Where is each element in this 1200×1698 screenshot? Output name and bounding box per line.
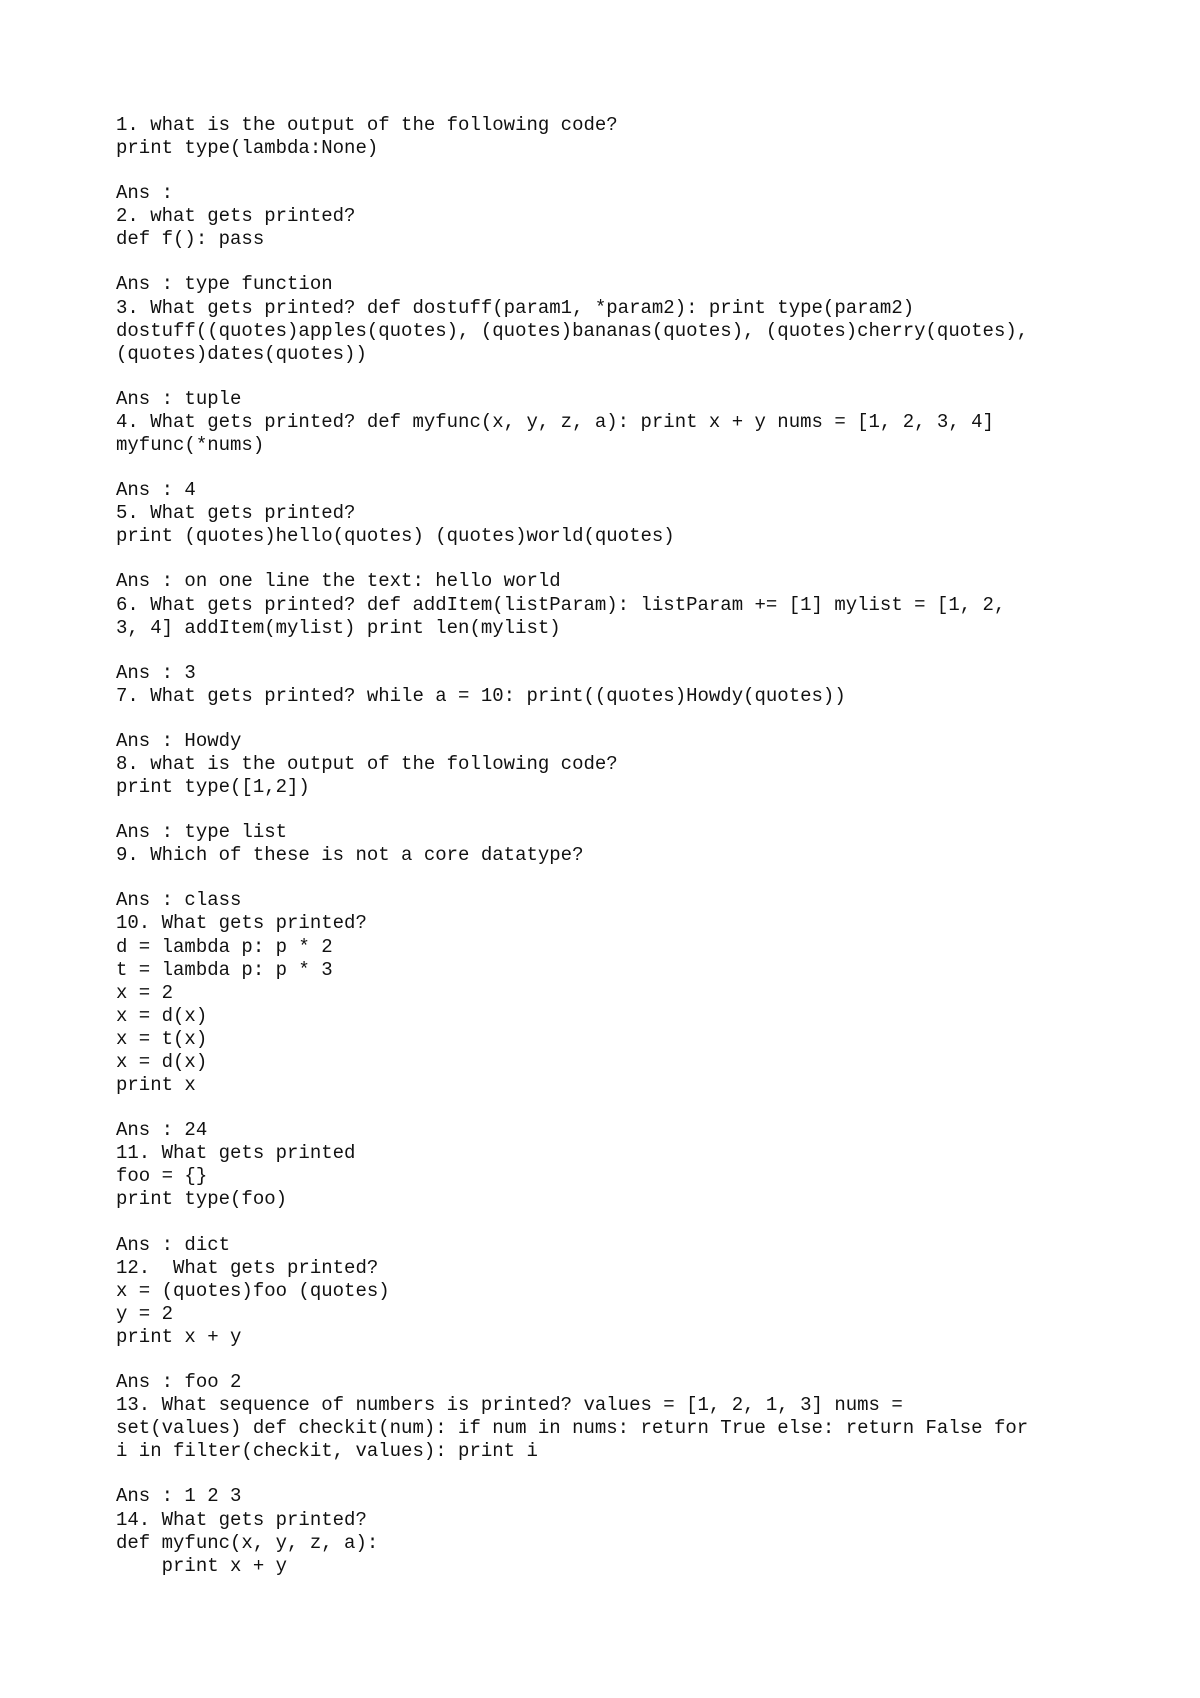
text-line: (quotes)dates(quotes)) xyxy=(116,342,367,365)
text-line: x = d(x) xyxy=(116,1051,208,1073)
answer-line: Ans : type list xyxy=(116,821,288,844)
answer-line: Ans : on one line the text: hello world xyxy=(116,570,561,593)
blank-line xyxy=(116,160,1136,182)
text-line: myfunc(*nums) xyxy=(116,434,265,457)
answer-line: Ans : foo 2 xyxy=(116,1371,242,1394)
text-line: 5. What gets printed? xyxy=(116,502,356,525)
text-line: print x + y xyxy=(116,1325,242,1348)
blank-line xyxy=(116,251,1136,273)
text-line: def myfunc(x, y, z, a): xyxy=(116,1531,379,1554)
blank-line xyxy=(116,548,1136,570)
text-line: d = lambda p: p * 2 xyxy=(116,935,333,958)
text-line: 12. What gets printed? xyxy=(116,1256,379,1279)
text-line: dostuff((quotes)apples(quotes), (quotes)bananas(quotes), (quotes)cherry(quotes), xyxy=(116,319,1029,342)
text-line: 11. What gets printed xyxy=(116,1142,356,1165)
text-line: 8. what is the output of the following code? xyxy=(116,752,618,775)
answer-line: Ans : 1 2 3 xyxy=(116,1485,242,1508)
answer-line: Ans : tuple xyxy=(116,387,242,410)
text-line: set(values) def checkit(num): if num in nums: return True else: return False for xyxy=(116,1417,1029,1440)
blank-line xyxy=(116,1349,1136,1371)
text-line: 10. What gets printed? xyxy=(116,912,367,935)
answer-line: Ans : type function xyxy=(116,273,333,296)
text-line: 3. What gets printed? def dostuff(param1, *param2): print type(param2) xyxy=(116,296,915,319)
answer-line: Ans : xyxy=(116,182,174,205)
text-line: x = 2 xyxy=(116,981,174,1004)
text-line: print type(lambda:None) xyxy=(116,137,379,160)
text-line: print x xyxy=(116,1074,196,1097)
blank-line xyxy=(116,1097,1136,1119)
text-line: 14. What gets printed? xyxy=(116,1508,367,1531)
blank-line xyxy=(116,708,1136,730)
text-line: print type(foo) xyxy=(116,1188,288,1211)
document-page xyxy=(116,114,1136,1578)
blank-line xyxy=(116,366,1136,388)
text-line: y = 2 xyxy=(116,1302,174,1325)
text-line: x = (quotes)foo (quotes) xyxy=(116,1279,390,1302)
text-line: print x + y xyxy=(116,1554,288,1577)
answer-line: Ans : 24 xyxy=(116,1119,208,1142)
text-line: 6. What gets printed? def addItem(listParam): listParam += [1] mylist = [1, 2, xyxy=(116,593,1006,616)
text-line: x = t(x) xyxy=(116,1027,208,1050)
answer-line: Ans : 3 xyxy=(116,661,196,684)
blank-line xyxy=(116,799,1136,821)
text-line: print (quotes)hello(quotes) (quotes)world(quotes) xyxy=(116,525,675,548)
answer-line: Ans : 4 xyxy=(116,479,196,502)
blank-line xyxy=(116,1212,1136,1234)
text-line: foo = {} xyxy=(116,1165,208,1188)
text-line: i in filter(checkit, values): print i xyxy=(116,1440,538,1463)
text-line: 1. what is the output of the following code? xyxy=(116,114,618,136)
text-line: t = lambda p: p * 3 xyxy=(116,958,333,981)
blank-line xyxy=(116,867,1136,889)
blank-line xyxy=(116,640,1136,662)
text-line: 13. What sequence of numbers is printed? values = [1, 2, 1, 3] nums = xyxy=(116,1394,903,1417)
text-line: x = d(x) xyxy=(116,1004,208,1027)
answer-line: Ans : dict xyxy=(116,1233,231,1256)
text-line: 3, 4] addItem(mylist) print len(mylist) xyxy=(116,616,561,639)
text-line: def f(): pass xyxy=(116,228,265,251)
answer-line: Ans : class xyxy=(116,889,242,912)
blank-line xyxy=(116,457,1136,479)
blank-line xyxy=(116,1463,1136,1485)
text-line: 4. What gets printed? def myfunc(x, y, z, a): print x + y nums = [1, 2, 3, 4] xyxy=(116,410,994,433)
answer-line: Ans : Howdy xyxy=(116,729,242,752)
text-line: print type([1,2]) xyxy=(116,776,310,799)
text-line: 9. Which of these is not a core datatype? xyxy=(116,844,584,867)
text-line: 7. What gets printed? while a = 10: print((quotes)Howdy(quotes)) xyxy=(116,684,846,707)
text-line: 2. what gets printed? xyxy=(116,205,356,228)
